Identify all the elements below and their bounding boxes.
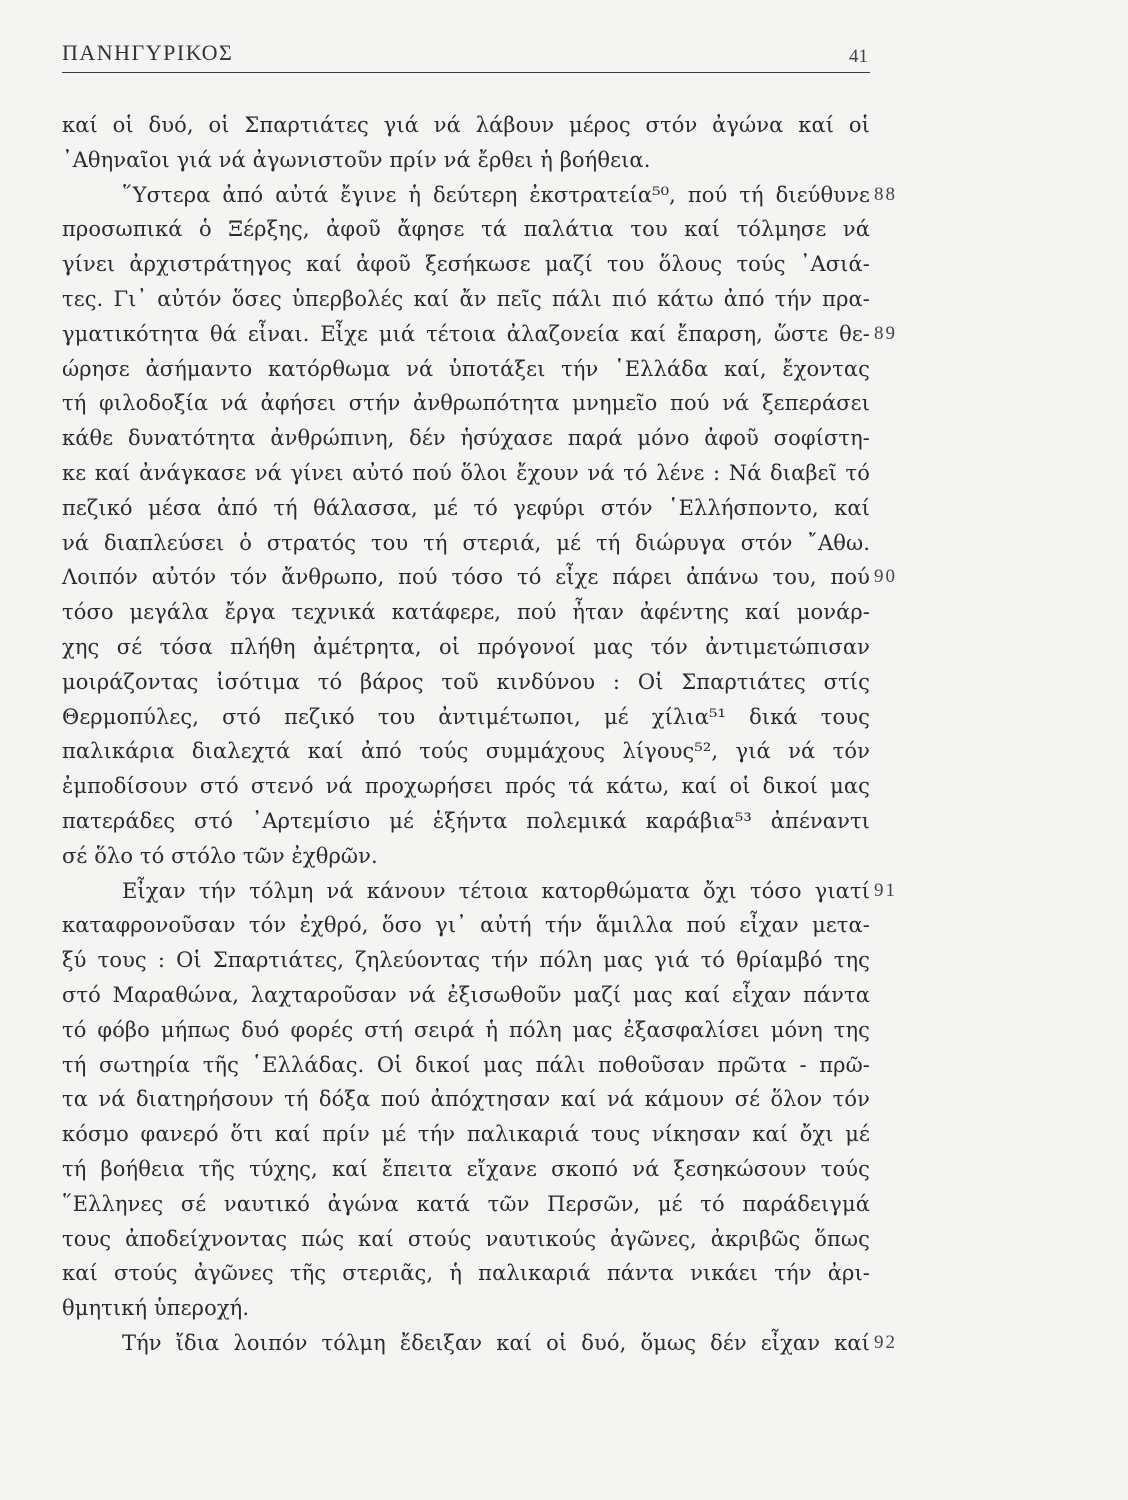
text-line: τους ἀποδείχνοντας πώς καί στούς ναυτικούς ἀγῶνες, ἀκριβῶς ὅπως — [62, 1226, 870, 1251]
body-text — [62, 108, 870, 1361]
text-line: καί οἱ δυό, οἱ Σπαρτιάτες γιά νά λάβουν μέρος στόν ἀγώνα καί οἱ — [62, 113, 870, 137]
text-line: τή βοήθεια τῆς τύχης, καί ἔπειτα εἴχανε σκοπό νά ξεσηκώσουν τούς — [62, 1156, 870, 1181]
text-line: Εἶχαν τήν τόλμη νά κάνουν τέτοια κατορθώματα ὄχι τόσο γιατί — [122, 878, 870, 903]
text-line: ἐμποδίσουν στό στενό νά προχωρήσει πρός τά κάτω, καί οἱ δικοί μας — [62, 774, 870, 799]
text-line: τα νά διατηρήσουν τή δόξα πού ἀπόχτησαν καί νά κάμουν σέ ὅλον τόν — [62, 1087, 870, 1112]
text-line: νά διαπλεύσει ὁ στρατός του τή στεριά, μέ τή διώρυγα στόν ῎Αθω. — [62, 530, 870, 555]
section-number: 91 — [874, 879, 897, 901]
text-line: γίνει ἀρχιστράτηγος καί ἀφοῦ ξεσήκωσε μαζί του ὅλους τούς ᾿Ασιά- — [62, 252, 870, 277]
text-line: κόσμο φανερό ὅτι καί πρίν μέ τήν παλικαριά τους νίκησαν καί ὄχι μέ — [62, 1122, 870, 1147]
text-line: Λοιπόν αὐτόν τόν ἄνθρωπο, πού τόσο τό εἶχε πάρει ἀπάνω του, πού — [62, 565, 870, 590]
text-line: ώρησε ἀσήμαντο κατόρθωμα νά ὑποτάξει τήν ῾Ελλάδα καί, ἔχοντας — [62, 356, 870, 381]
text-line: τόσο μεγάλα ἔργα τεχνικά κατάφερε, πού ἦταν ἀφέντης καί μονάρ- — [62, 600, 870, 625]
text-line: σέ ὅλο τό στόλο τῶν ἐχθρῶν. — [62, 843, 378, 868]
text-line: κε καί ἀνάγκασε νά γίνει αὐτό πού ὅλοι ἔχουν νά τό λένε : Νά διαβεῖ τό — [62, 460, 870, 485]
text-line: τή σωτηρία τῆς ῾Ελλάδας. Οἱ δικοί μας πάλι ποθοῦσαν πρῶτα - πρῶ- — [62, 1052, 870, 1077]
running-head-title: ΠΑΝΗΓΥΡΙΚΟΣ — [62, 40, 234, 65]
text-line: τό φόβο μήπως δυό φορές στή σειρά ἡ πόλη μας ἐξασφαλίσει μόνη της — [62, 1017, 870, 1042]
text-line: τες. Γι᾿ αὐτόν ὅσες ὑπερβολές καί ἄν πεῖς πάλι πιό κάτω ἀπό τήν πρα- — [62, 286, 870, 311]
section-number: 88 — [874, 183, 897, 205]
text-line: θμητική ὑπεροχή. — [62, 1296, 250, 1321]
text-line: παλικάρια διαλεχτά καί ἀπό τούς συμμάχους λίγους⁵², γιά νά τόν — [62, 739, 870, 764]
text-line: πεζικό μέσα ἀπό τή θάλασσα, μέ τό γεφύρι στόν ῾Ελλήσποντο, καί — [62, 495, 870, 520]
text-line: κάθε δυνατότητα ἀνθρώπινη, δέν ἡσύχασε παρά μόνο ἀφοῦ σοφίστη- — [62, 426, 870, 451]
text-line: καί στούς ἀγῶνες τῆς στεριᾶς, ἡ παλικαριά πάντα νικάει τήν ἀρι- — [62, 1261, 870, 1286]
text-line: Θερμοπύλες, στό πεζικό του ἀντιμέτωποι, μέ χίλια⁵¹ δικά τους — [62, 704, 870, 729]
text-line: μοιράζοντας ἰσότιμα τό βάρος τοῦ κινδύνου : Οἱ Σπαρτιάτες στίς — [62, 669, 870, 694]
text-line: ξύ τους : Οἱ Σπαρτιάτες, ζηλεύοντας τήν πόλη μας γιά τό θρίαμβό της — [62, 948, 870, 973]
page-number: 41 — [849, 46, 868, 67]
text-line: Τήν ἴδια λοιπόν τόλμη ἔδειξαν καί οἱ δυό, ὅμως δέν εἶχαν καί — [122, 1330, 870, 1355]
text-line: ῞Υστερα ἀπό αὐτά ἔγινε ἡ δεύτερη ἐκστρατεία⁵⁰, πού τή διεύθυνε — [122, 182, 870, 207]
text-line: πατεράδες στό ᾿Αρτεμίσιο μέ ἑξήντα πολεμικά καράβια⁵³ ἀπέναντι — [62, 808, 870, 833]
section-number: 92 — [874, 1332, 897, 1353]
section-number: 90 — [874, 566, 897, 588]
text-line: ῞Ελληνες σέ ναυτικό ἀγώνα κατά τῶν Περσῶν, μέ τό παράδειγμά — [62, 1191, 870, 1216]
section-number: 89 — [874, 322, 897, 344]
text-line: τή φιλοδοξία νά ἀφήσει στήν ἀνθρωπότητα μνημεῖο πού νά ξεπεράσει — [62, 391, 870, 416]
text-line: στό Μαραθώνα, λαχταροῦσαν νά ἐξισωθοῦν μαζί μας καί εἶχαν πάντα — [62, 982, 870, 1007]
text-line: χης σέ τόσα πλήθη ἀμέτρητα, οἱ πρόγονοί μας τόν ἀντιμετώπισαν — [62, 634, 870, 659]
running-head — [62, 38, 870, 73]
text-line: γματικότητα θά εἶναι. Εἶχε μιά τέτοια ἀλαζονεία καί ἔπαρση, ὥστε θε- — [62, 321, 870, 346]
text-line: προσωπικά ὁ Ξέρξης, ἀφοῦ ἄφησε τά παλάτια του καί τόλμησε νά — [62, 217, 870, 242]
text-line: καταφρονοῦσαν τόν ἐχθρό, ὅσο γι᾿ αὐτή τήν ἅμιλλα πού εἶχαν μετα- — [62, 913, 870, 938]
text-line: ᾿Αθηναῖοι γιά νά ἀγωνιστοῦν πρίν νά ἔρθει ἡ βοήθεια. — [62, 147, 651, 172]
